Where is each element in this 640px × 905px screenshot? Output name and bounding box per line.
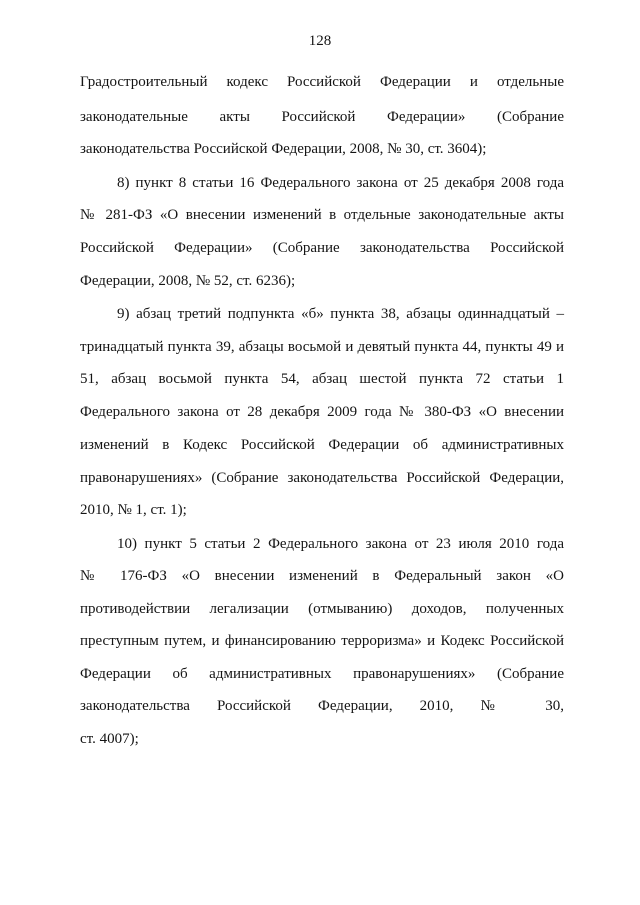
text-line: Федерации об административных правонарушениях» (Собрание	[80, 666, 564, 682]
page-number: 128	[308, 33, 332, 49]
text-line: 51, абзац восьмой пункта 54, абзац шестой пункта 72 статьи 1	[80, 371, 564, 387]
text-line: ст. 4007);	[80, 731, 139, 747]
text-line: № 281-ФЗ «О внесении изменений в отдельные законодательные акты	[80, 207, 564, 223]
text-line: правонарушениях» (Собрание законодательства Российской Федерации,	[80, 470, 564, 486]
text-line: Градостроительный кодекс Российской Федерации и отдельные	[80, 74, 564, 90]
text-line: противодействии легализации (отмыванию) доходов, полученных	[80, 601, 564, 617]
text-line: изменений в Кодекс Российской Федерации об административных	[80, 437, 564, 453]
text-line: Российской Федерации» (Собрание законодательства Российской	[80, 240, 564, 256]
text-line: законодательные акты Российской Федерации» (Собрание	[80, 109, 564, 125]
text-line: Федерации, 2008, № 52, ст. 6236);	[80, 273, 296, 289]
text-line: 2010, № 1, ст. 1);	[80, 502, 187, 518]
text-line: законодательства Российской Федерации, 2008, № 30, ст. 3604);	[80, 141, 487, 157]
text-line: № 176-ФЗ «О внесении изменений в Федеральный закон «О	[80, 568, 564, 584]
text-line: Федерального закона от 28 декабря 2009 года № 380-ФЗ «О внесении	[80, 404, 564, 420]
text-line: 10) пункт 5 статьи 2 Федерального закона от 23 июля 2010 года	[117, 536, 564, 552]
text-line: законодательства Российской Федерации, 2010, № 30,	[80, 698, 564, 714]
text-line: преступным путем, и финансированию терроризма» и Кодекс Российской	[80, 633, 564, 649]
text-line: 9) абзац третий подпункта «б» пункта 38, абзацы одиннадцатый –	[117, 306, 564, 322]
text-line: тринадцатый пункта 39, абзацы восьмой и девятый пункта 44, пункты 49 и	[80, 339, 564, 355]
text-line: 8) пункт 8 статьи 16 Федерального закона от 25 декабря 2008 года	[117, 175, 564, 191]
